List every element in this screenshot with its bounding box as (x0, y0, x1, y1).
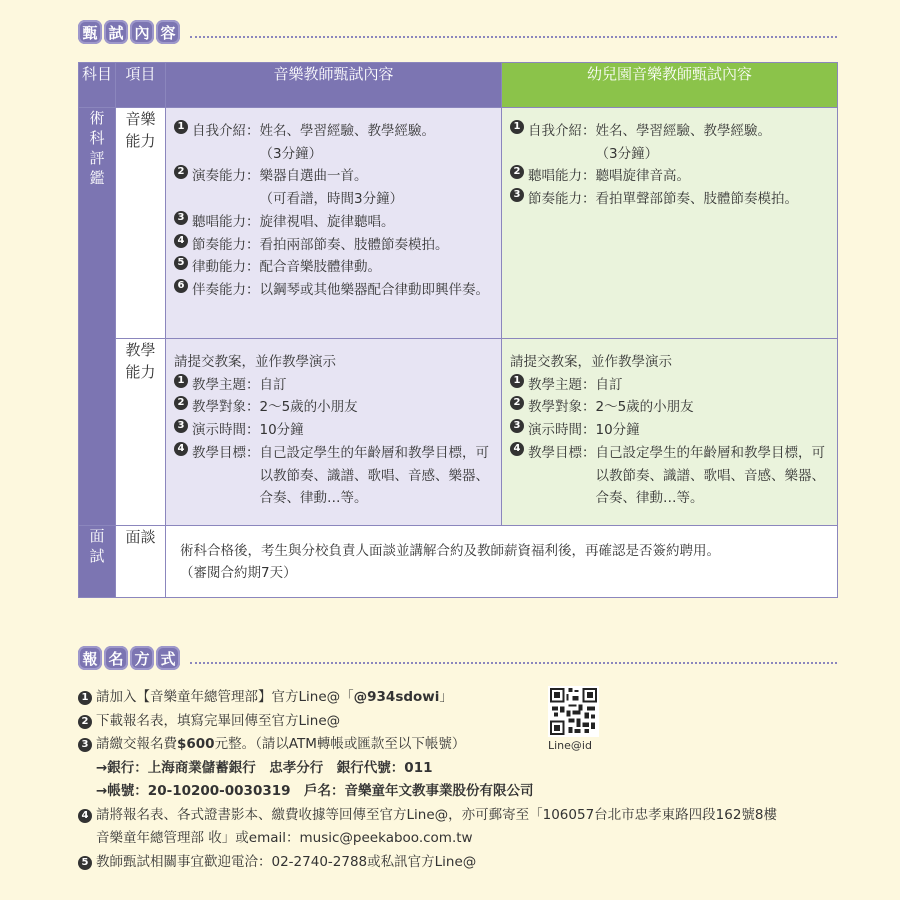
kinder-teacher-music-ability (502, 108, 838, 339)
number-bullet-icon: 4 (174, 234, 188, 248)
list-item-text: 看拍兩部節奏、肢體節奏模拍。 (259, 236, 449, 253)
number-bullet-icon: 4 (174, 442, 188, 456)
list-item-text: 配合音樂肢體律動。 (259, 259, 381, 276)
music-teacher-teaching-ability (166, 339, 502, 526)
list-item-note: （可看譜，時間3分鐘） (259, 191, 404, 208)
list-item-label: 教學主題： (192, 376, 260, 393)
bank-info: →銀行：上海商業儲蓄銀行 忠孝分行 銀行代號：011 (96, 759, 433, 776)
dotted-divider (190, 662, 837, 664)
list-item (510, 442, 829, 510)
list-item-text: 10分鐘 (259, 422, 304, 439)
heading-char: 式 (156, 646, 180, 670)
list-item (174, 211, 493, 234)
number-bullet-icon: 2 (174, 165, 188, 179)
number-bullet-icon: 6 (174, 279, 188, 293)
list-item (174, 419, 493, 442)
list-item-text: 樂器自選曲一首。 (259, 168, 368, 185)
step-4: 4 請將報名表、各式證書影本、繳費收據等回傳至官方Line@，亦可郵寄至「106057台北市忠孝東路四段162號8樓 (78, 804, 858, 828)
qr-label: Line@id (548, 739, 592, 752)
step-4-cont: 音樂童年總管理部 收」或email：music@peekaboo.com.tw (96, 830, 473, 846)
item-teaching-ability: 教學能力 (116, 339, 166, 526)
interview-line-2: （審閱合約期7天） (180, 565, 297, 581)
list-item-text: 2～5歲的小朋友 (595, 399, 694, 416)
number-bullet-icon: 2 (510, 165, 524, 179)
heading-char: 報 (78, 646, 102, 670)
list-item-text: 姓名、學習經驗、教學經驗。 (595, 123, 771, 139)
list-item (510, 120, 829, 165)
header-kinder-teacher: 幼兒園音樂教師甄試內容 (502, 63, 838, 108)
number-bullet-icon: 2 (510, 396, 524, 410)
number-bullet-icon: 3 (174, 419, 188, 433)
list-item-label: 聽唱能力： (192, 213, 260, 230)
item-music-ability: 音樂能力 (116, 108, 166, 339)
list-item (174, 442, 493, 510)
music-teacher-music-ability (166, 108, 502, 339)
list-item (510, 188, 829, 211)
list-item-text: 自己設定學生的年齡層和教學目標，可以教節奏、識譜、歌唱、音感、樂器、合奏、律動…等。 (595, 444, 825, 507)
dotted-divider (190, 36, 837, 38)
list-item-text: 10分鐘 (595, 422, 640, 439)
step-5: 5 教師甄試相關事宜歡迎電洽：02-2740-2788或私訊官方Line@ (78, 851, 858, 875)
list-item-label: 演示時間： (192, 422, 260, 439)
list-item-label: 自我介紹： (528, 123, 596, 139)
header-music-teacher: 音樂教師甄試內容 (166, 63, 502, 108)
heading-char: 方 (130, 646, 154, 670)
line-id[interactable]: @934sdowi (353, 689, 440, 705)
number-bullet-icon: 5 (174, 256, 188, 270)
list-item-label: 節奏能力： (528, 191, 596, 208)
list-item-text: 旋律視唱、旋律聽唱。 (259, 213, 395, 230)
list-item-label: 節奏能力： (192, 236, 260, 253)
list-item (174, 396, 493, 419)
list-item (174, 165, 493, 210)
qr-code-icon[interactable] (548, 686, 599, 737)
heading-char: 試 (104, 20, 128, 44)
number-bullet-icon: 1 (174, 374, 188, 388)
item-interview: 面談 (116, 526, 166, 598)
list-item-text: 自訂 (259, 376, 287, 393)
kinder-teacher-teaching-ability (502, 339, 838, 526)
list-item-label: 教學對象： (192, 399, 260, 416)
step-1: 1 請加入【音樂童年總管理部】官方Line@「@934sdowi」 (78, 686, 858, 710)
list-item (174, 374, 493, 397)
list-item-label: 自我介紹： (192, 123, 260, 139)
number-bullet-icon: 1 (510, 120, 524, 134)
list-item-label: 律動能力： (192, 259, 260, 276)
list-item-label: 教學主題： (528, 376, 596, 393)
list-item (510, 374, 829, 397)
number-bullet-icon: 3 (510, 188, 524, 202)
list-intro: 請提交教案，並作教學演示 (174, 354, 336, 370)
list-item-label: 教學對象： (528, 399, 596, 416)
audition-table (78, 62, 838, 598)
list-item-text: 聽唱旋律音高。 (595, 168, 690, 185)
list-item (174, 120, 493, 165)
header-subject: 科目 (79, 63, 116, 108)
list-item-note: （3分鐘） (259, 145, 323, 162)
list-item (510, 419, 829, 442)
number-bullet-icon: 1 (174, 120, 188, 134)
number-bullet-icon: 2 (174, 396, 188, 410)
number-bullet-icon: 1 (510, 374, 524, 388)
category-skill-assessment: 術科評鑑 (79, 108, 116, 526)
section-heading-registration (78, 645, 180, 671)
heading-char: 名 (104, 646, 128, 670)
list-item-label: 演示時間： (528, 422, 596, 439)
registration-fee: $600 (177, 736, 215, 752)
header-item: 項目 (116, 63, 166, 108)
heading-char: 甄 (78, 20, 102, 44)
list-item-text: 看拍單聲部節奏、肢體節奏模拍。 (595, 191, 798, 208)
list-item-label: 聽唱能力： (528, 168, 596, 185)
list-item-note: （3分鐘） (595, 145, 659, 162)
list-item (174, 279, 493, 302)
step-2: 2 下載報名表，填寫完畢回傳至官方Line@ (78, 710, 858, 734)
category-interview: 面試 (79, 526, 116, 598)
number-bullet-icon: 4 (510, 442, 524, 456)
step-3: 3 請繳交報名費$600元整。（請以ATM轉帳或匯款至以下帳號） (78, 733, 858, 757)
list-item (174, 234, 493, 257)
list-item-label: 演奏能力： (192, 168, 260, 185)
list-item (510, 396, 829, 419)
list-item-text: 姓名、學習經驗、教學經驗。 (259, 123, 435, 139)
number-bullet-icon: 3 (174, 211, 188, 225)
list-item-text: 以鋼琴或其他樂器配合律動即興伴奏。 (259, 281, 489, 298)
list-item (510, 165, 829, 188)
interview-content (166, 526, 838, 598)
list-item-text: 2～5歲的小朋友 (259, 399, 358, 416)
list-item-text: 自己設定學生的年齡層和教學目標，可以教節奏、識譜、歌唱、音感、樂器、合奏、律動…等。 (259, 444, 489, 507)
list-item-text: 自訂 (595, 376, 623, 393)
heading-char: 內 (130, 20, 154, 44)
list-item-label: 教學目標： (528, 444, 596, 461)
interview-line-1: 術科合格後，考生與分校負責人面談並講解合約及教師薪資福利後，再確認是否簽約聘用。 (180, 543, 720, 559)
section-heading-audition (78, 19, 180, 45)
registration-steps (78, 686, 858, 874)
list-item-label: 伴奏能力： (192, 281, 260, 298)
list-item (174, 256, 493, 279)
list-item-label: 教學目標： (192, 444, 260, 461)
account-info: →帳號：20-10200-0030319 戶名：音樂童年文教事業股份有限公司 (96, 783, 534, 799)
heading-char: 容 (156, 20, 180, 44)
list-intro: 請提交教案，並作教學演示 (510, 354, 672, 370)
number-bullet-icon: 3 (510, 419, 524, 433)
